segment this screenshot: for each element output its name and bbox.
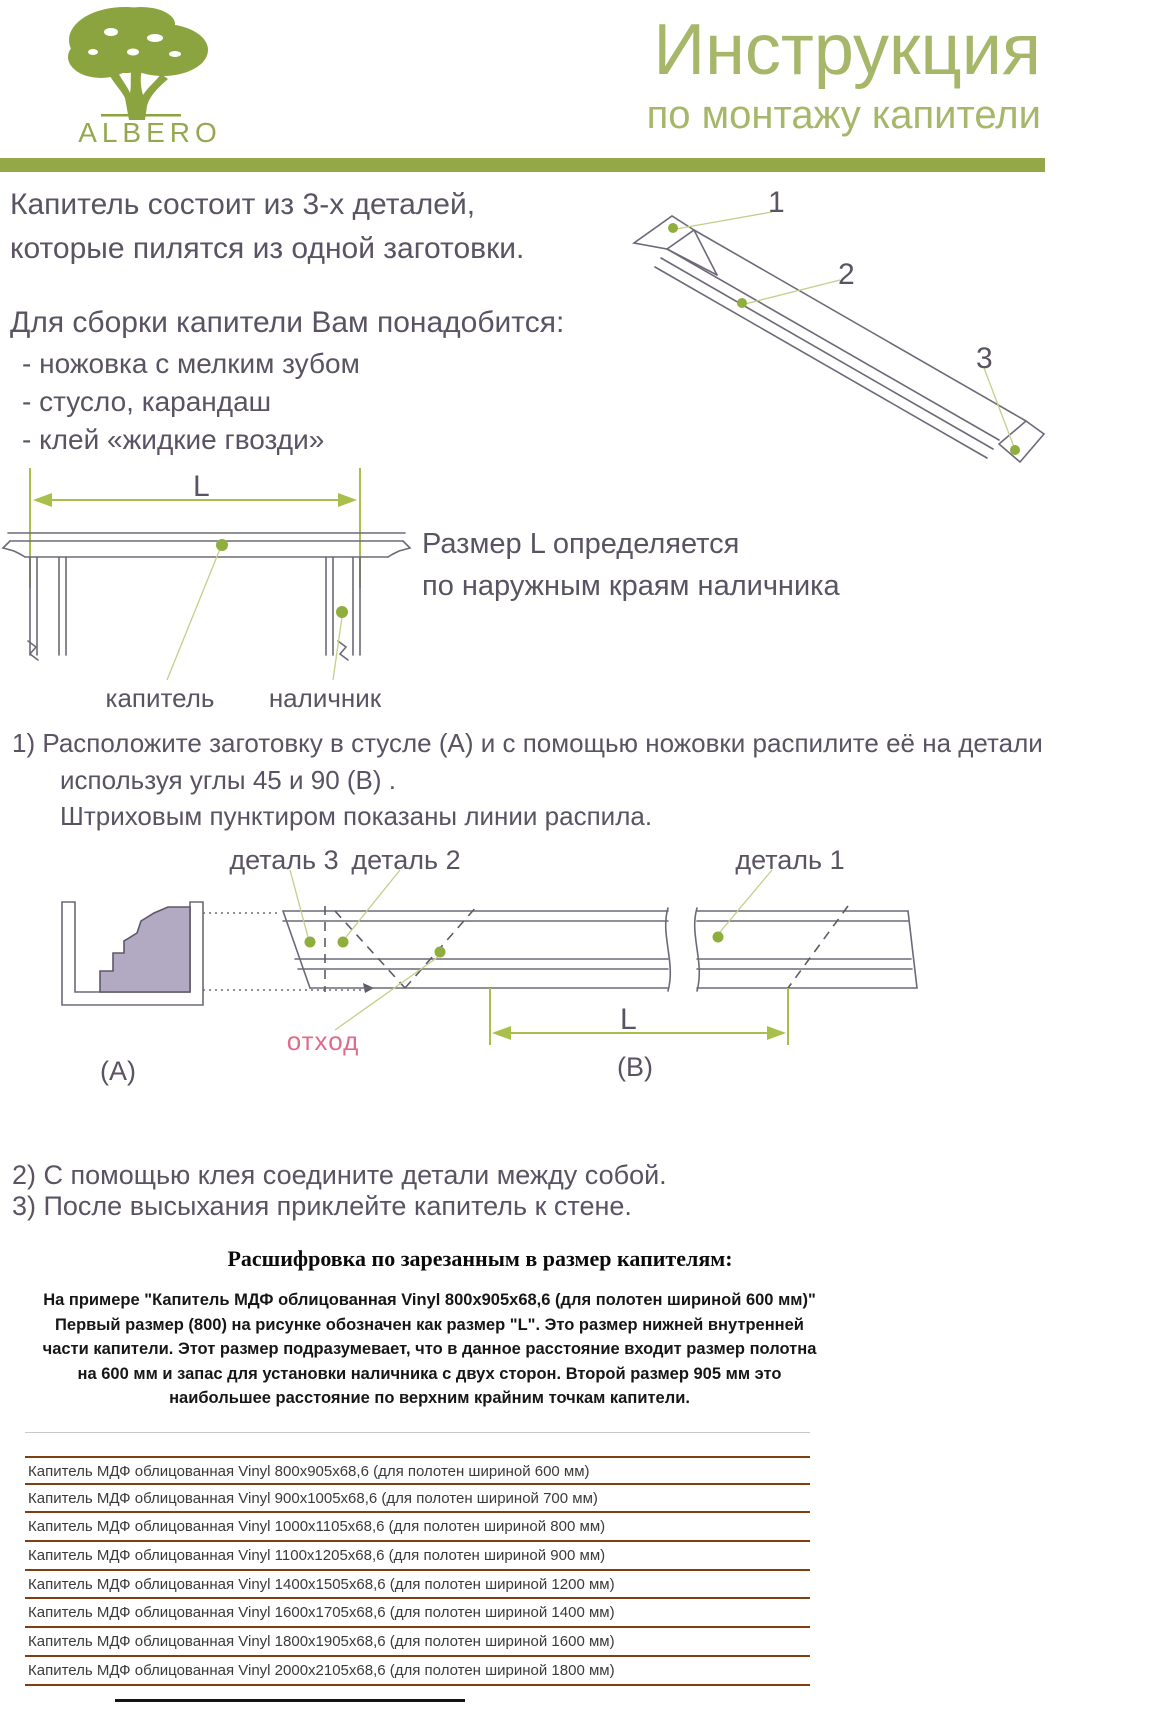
detail3-label: деталь 3 — [229, 845, 339, 875]
sizes-heading: Расшифровка по зарезанным в размер капителям: — [227, 1246, 733, 1271]
intro-line-1: Капитель состоит из 3-х деталей, — [10, 188, 476, 221]
step1-line-2: используя углы 45 и 90 (В) . — [60, 765, 396, 795]
view-b-label: (В) — [617, 1052, 653, 1082]
tool-item: - клей «жидкие гвозди» — [22, 424, 325, 455]
albero-tree-logo-icon — [63, 2, 218, 122]
part-label-2: 2 — [838, 258, 855, 291]
detail2-label: деталь 2 — [351, 845, 461, 875]
table-top-divider — [25, 1432, 810, 1433]
cutting-diagram — [0, 840, 1000, 1075]
page-subtitle: по монтажу капители — [646, 93, 1041, 137]
tools-heading: Для сборки капители Вам понадобится: — [10, 306, 565, 339]
step1-line-3: Штриховым пунктиром показаны линии распила. — [60, 801, 653, 831]
waste-label: отход — [286, 1026, 360, 1056]
step2-text: 2) С помощью клея соедините детали между собой. — [12, 1160, 667, 1190]
table-row: Капитель МДФ облицованная Vinyl 1100х1205х68,6 (для полотен шириной 900 мм) — [25, 1542, 810, 1571]
table-row: Капитель МДФ облицованная Vinyl 1800х1905х68,6 (для полотен шириной 1600 мм) — [25, 1628, 810, 1657]
step1-line-1: 1) Расположите заготовку в стусле (А) и с помощью ножовки распилите её на детали — [12, 728, 1043, 758]
part-overview-diagram — [560, 170, 1080, 470]
table-row: Капитель МДФ облицованная Vinyl 1000х1105х68,6 (для полотен шириной 800 мм) — [25, 1513, 810, 1542]
table-row: Капитель МДФ облицованная Vinyl 2000х2105х68,6 (для полотен шириной 1800 мм) — [25, 1657, 810, 1686]
detail1-label: деталь 1 — [735, 845, 845, 875]
sizes-paragraph: На примере "Капитель МДФ облицованная Vinyl 800х905х68,6 (для полотен шириной 600 мм)" Первый размер (800) на рисунке обозначен как размер "L". Это размер нижней внутренней части капители. Этот размер подразумевает, что в данное расстояние входит размер полотна на 600 мм и запас для установки наличника с двух сторон. Второй размер 905 мм это наибольшее расстояние по верхним крайним точкам капители. — [42, 1291, 817, 1407]
table-row: Капитель МДФ облицованная Vinyl 900х1005х68,6 (для полотен шириной 700 мм) — [25, 1485, 810, 1514]
table-row: Капитель МДФ облицованная Vinyl 1600х1705х68,6 (для полотен шириной 1400 мм) — [25, 1599, 810, 1628]
table-row: Капитель МДФ облицованная Vinyl 800х905х68,6 (для полотен шириной 600 мм) — [25, 1456, 810, 1485]
view-a-label: (А) — [100, 1056, 136, 1086]
cut-dim-label: L — [620, 1003, 637, 1036]
capital-label: капитель — [105, 683, 215, 713]
bottom-rule — [115, 1699, 465, 1702]
part-label-1: 1 — [768, 186, 785, 219]
size-l-diagram — [0, 455, 420, 715]
part-label-3: 3 — [976, 342, 993, 375]
step3-text: 3) После высыхания приклейте капитель к стене. — [12, 1191, 632, 1221]
sizes-table — [25, 1456, 810, 1686]
size-dim-label: L — [193, 470, 210, 503]
intro-line-2: которые пилятся из одной заготовки. — [10, 232, 525, 265]
casing-label: наличник — [268, 683, 382, 713]
table-row: Капитель МДФ облицованная Vinyl 1400х1505х68,6 (для полотен шириной 1200 мм) — [25, 1571, 810, 1600]
size-note-line-1: Размер L определяется — [422, 528, 740, 560]
tool-item: - ножовка с мелким зубом — [22, 348, 360, 379]
size-note-line-2: по наружным краям наличника — [422, 570, 840, 602]
page-title: Инструкция — [653, 10, 1041, 90]
tool-item: - стусло, карандаш — [22, 386, 272, 417]
brand-name: ALBERO — [78, 117, 222, 148]
